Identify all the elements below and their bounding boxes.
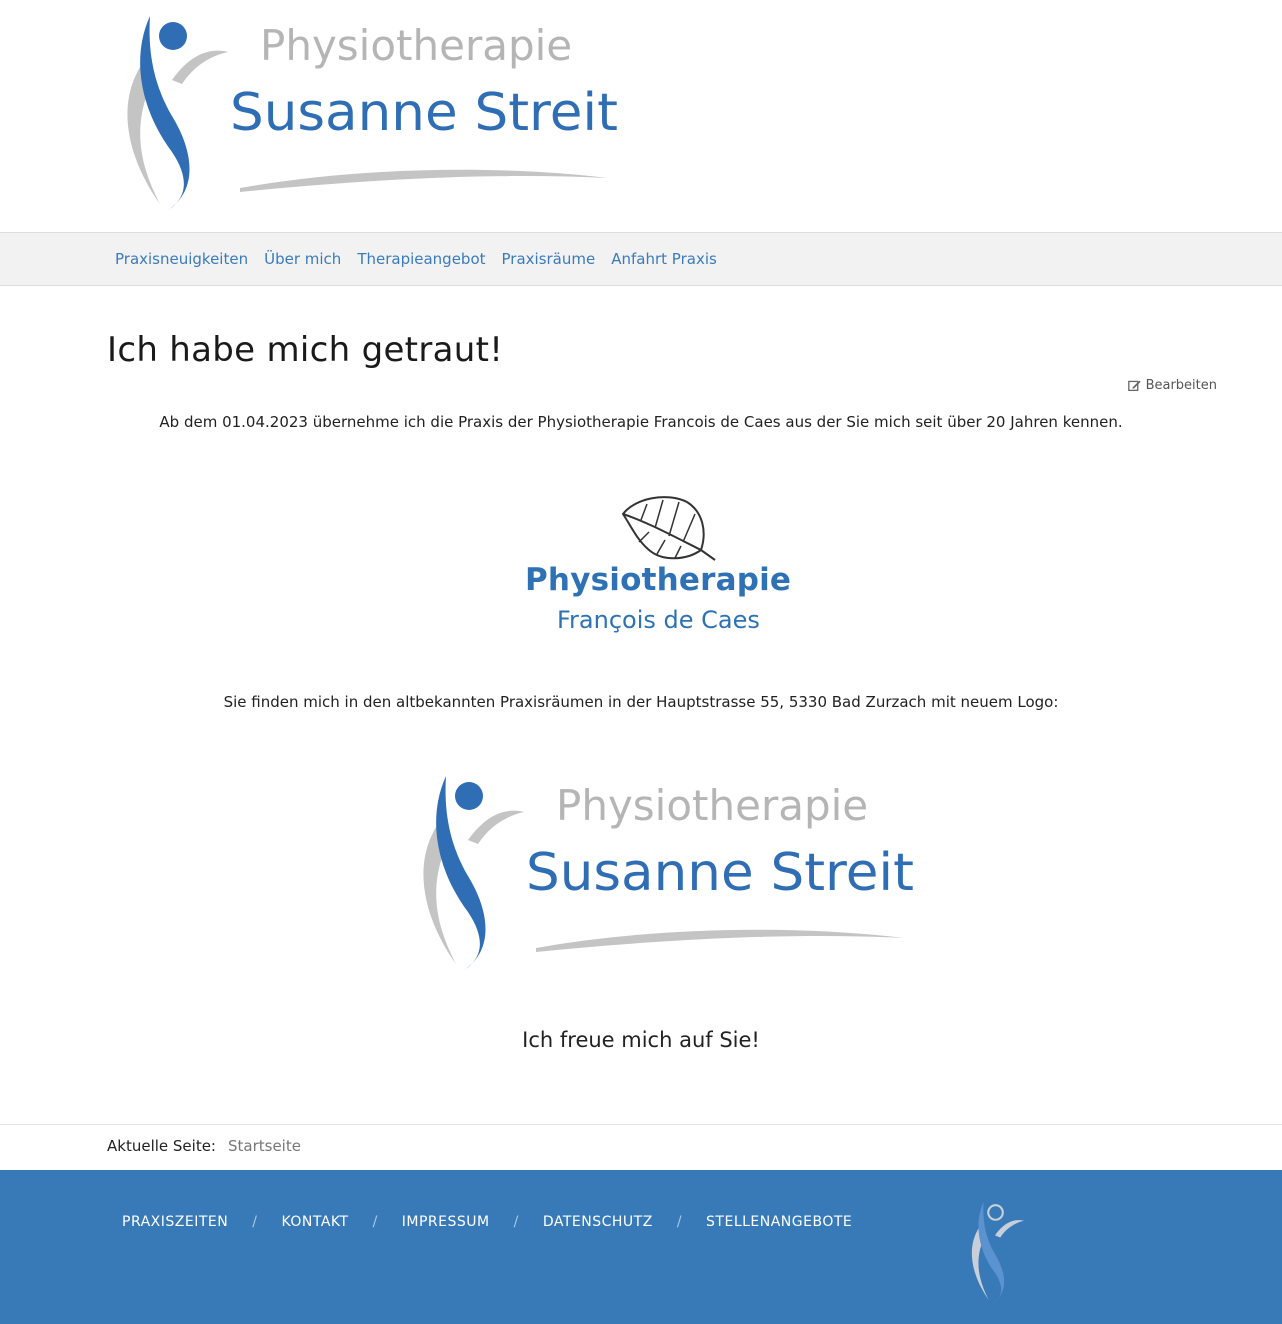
figure-logo-icon <box>127 16 228 210</box>
footer-figure-logo-icon <box>962 1200 1028 1304</box>
new-logo-line1: Physiotherapie <box>556 781 869 830</box>
edit-label: Bearbeiten <box>1145 378 1217 393</box>
logo-swoosh <box>536 930 904 952</box>
old-practice-logo <box>521 488 811 643</box>
old-logo-line1: Physiotherapie <box>525 562 792 598</box>
nav-item-praxisneuigkeiten[interactable]: Praxisneuigkeiten <box>115 250 249 268</box>
address-paragraph: Sie finden mich in den altbekannten Praxisräumen in der Hauptstrasse 55, 5330 Bad Zurzach mit neuem Logo: <box>223 693 1059 711</box>
page-title: Ich habe mich getraut! <box>107 330 504 370</box>
footer-separator: / <box>252 1214 258 1230</box>
footer-separator: / <box>372 1214 378 1230</box>
footer-separator: / <box>676 1214 683 1230</box>
new-practice-logo <box>408 772 928 976</box>
site-footer <box>0 1170 1282 1324</box>
footer-link-impressum[interactable]: IMPRESSUM <box>401 1214 490 1230</box>
footer-separator: / <box>513 1214 519 1230</box>
closing-paragraph: Ich freue mich auf Sie! <box>522 1028 760 1052</box>
footer-link-datenschutz[interactable]: DATENSCHUTZ <box>542 1214 653 1230</box>
figure-logo-icon <box>423 776 524 970</box>
main-nav <box>0 232 1282 286</box>
breadcrumb-label: Aktuelle Seite: <box>107 1137 216 1155</box>
edit-icon <box>1128 379 1141 392</box>
nav-item-anfahrt-praxis[interactable]: Anfahrt Praxis <box>611 250 717 268</box>
intro-paragraph: Ab dem 01.04.2023 übernehme ich die Praxis der Physiotherapie Francois de Caes aus der Sie mich seit über 20 Jahren kennen. <box>159 413 1123 431</box>
old-logo-line2: François de Caes <box>557 606 760 634</box>
footer-link-stellenangebote[interactable]: STELLENANGEBOTE <box>706 1214 853 1230</box>
nav-item-ueber-mich[interactable]: Über mich <box>264 250 342 268</box>
new-logo-line2: Susanne Streit <box>526 843 914 903</box>
edit-link[interactable] <box>1128 378 1217 393</box>
footer-link-kontakt[interactable]: KONTAKT <box>281 1214 349 1230</box>
breadcrumb <box>0 1124 1282 1170</box>
logo-line2: Susanne Streit <box>230 83 618 143</box>
logo-swoosh <box>240 170 608 192</box>
nav-item-praxisraeume[interactable]: Praxisräume <box>501 250 596 268</box>
breadcrumb-current[interactable]: Startseite <box>228 1137 301 1155</box>
site-header <box>0 0 1282 232</box>
logo-line1: Physiotherapie <box>260 21 573 70</box>
leaf-icon <box>617 492 717 570</box>
nav-item-therapieangebot[interactable]: Therapieangebot <box>357 250 486 268</box>
footer-link-praxiszeiten[interactable]: PRAXISZEITEN <box>122 1214 229 1230</box>
site-logo[interactable] <box>112 12 632 216</box>
